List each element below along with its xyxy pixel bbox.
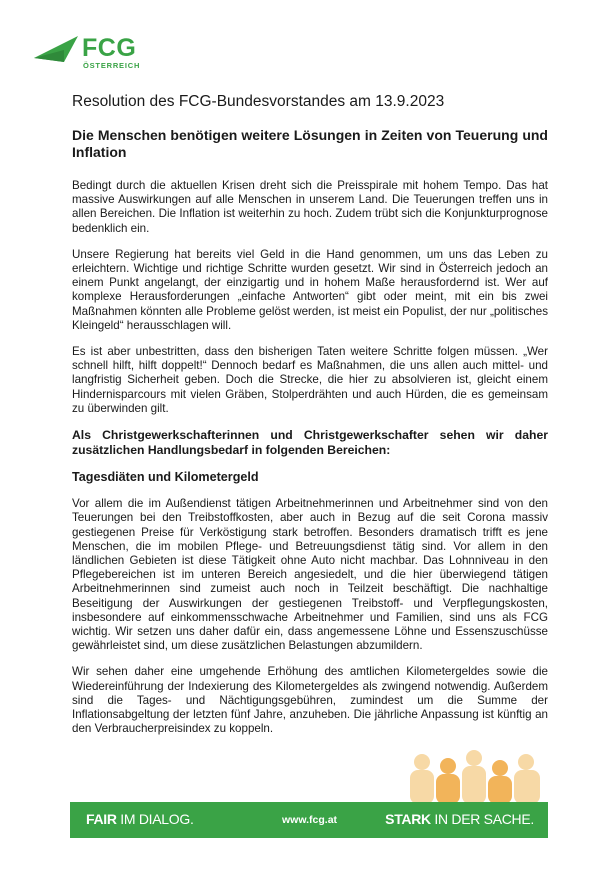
paragraph-2: Unsere Regierung hat bereits viel Geld in die Hand genommen, um uns das Leben zu erleichtern. Wichtige und richtige Schritte wurden gesetzt. Wir sind in Österreich jedoch an einem Punkt angelangt, der einzigartig und in hohem Maße herausfordernd ist. Wer auf komplexe Herausforderungen „einfache Antworten“ gibt oder meint, mit ein bis zwei Maßnahmen könnten alle Probleme gelöst werden, ist meist ein Populist, der nur „politisches Kleingeld“ herausschlagen will. (72, 247, 548, 332)
section-paragraph-2: Wir sehen daher eine umgehende Erhöhung des amtlichen Kilometergeldes sowie die Wiedereinführung der Indexierung des Kilometergeldes als zwingend notwendig. Außerdem sind die Tages- und Nächtigungsgebühren, zumindest um die Summe der Inflationsabgeltung der letzten fünf Jahre, anzuheben. Die jährliche Anpassung ist künftig an den Verbraucherpreisindex zu koppeln. (72, 665, 548, 736)
footer-bar (70, 802, 548, 838)
paragraph-1: Bedingt durch die aktuellen Krisen dreht sich die Preisspirale mit hohem Tempo. Das hat massive Auswirkungen auf alle Menschen in unserem Land. Die Teuerungen treffen uns in allen Bereichen. Die Inflation ist weiterhin zu hoch. Zudem trübt sich die Konjunkturprognose bedenklich ein. (72, 179, 548, 235)
footer-website-link[interactable]: www.fcg.at (282, 814, 338, 826)
bold-statement: Als Christgewerkschafterinnen und Christgewerkschafter sehen wir daher zusätzlichen Handlungsbedarf in folgenden Bereichen: (72, 428, 548, 457)
headline: Die Menschen benötigen weitere Lösungen in Zeiten von Teuerung und Inflation (72, 127, 548, 160)
resolution-title: Resolution des FCG-Bundesvorstandes am 13.9.2023 (72, 93, 445, 110)
paragraph-3: Es ist aber unbestritten, dass den bisherigen Taten weitere Schritte folgen müssen. „Wer schnell hilft, hilft doppelt!“ Dennoch bedarf es Maßnahmen, die uns allen auch mittel- und langfristig Sicherheit geben. Doch die Strecke, die hier zu absolvieren ist, gleicht einem Hindernisparcours mit vielen Gräben, Stolperdrähten und auch Hürden, die es gemeinsam zu überwinden gilt. (72, 345, 548, 415)
people-illustration (404, 748, 547, 804)
section-paragraph-1: Vor allem die im Außendienst tätigen Arbeitnehmerinnen und Arbeitnehmer sind von den Teuerungen bei den Treibstoffkosten, aber auch in Bezug auf die seit Corona massiv gestiegenen Preise für Verköstigung stark betroffen. Besonders dramatisch trifft es jene Menschen, die im mobilen Pflege- und Betreuungsdienst tätig sind. Vor allem in den ländlichen Gebieten ist diese Tätigkeit ohne Auto nicht machbar. Das Lohnniveau in den Pflegebereichen ist im unteren Bereich angesiedelt, und die hier überwiegend tätigen Arbeitnehmerinnen sind zumeist auch noch in Teilzeit beschäftigt. Die nachhaltige Beseitigung der Auswirkungen der gestiegenen Treibstoff- und Verpflegungskosten, insbesondere auf einkommensschwache Arbeitnehmer und Familien, sind uns als FCG wichtig. Wir setzen uns daher dafür ein, dass angemessene Löhne und Essenszuschüsse gewährleistet sind, um diese zusätzlichen Belastungen abzumildern. (72, 497, 548, 653)
fcg-logo (34, 34, 154, 74)
section-heading: Tagesdiäten und Kilometergeld (72, 470, 259, 485)
fcg-wedge-icon (34, 36, 78, 62)
footer-slogan-right: STARK IN DER SACHE. (385, 811, 534, 827)
footer-slogan-left: FAIR IM DIALOG. (86, 811, 194, 827)
logo-name: FCG (82, 34, 137, 62)
document-body (72, 92, 548, 748)
logo-subtitle: ÖSTERREICH (83, 61, 141, 70)
